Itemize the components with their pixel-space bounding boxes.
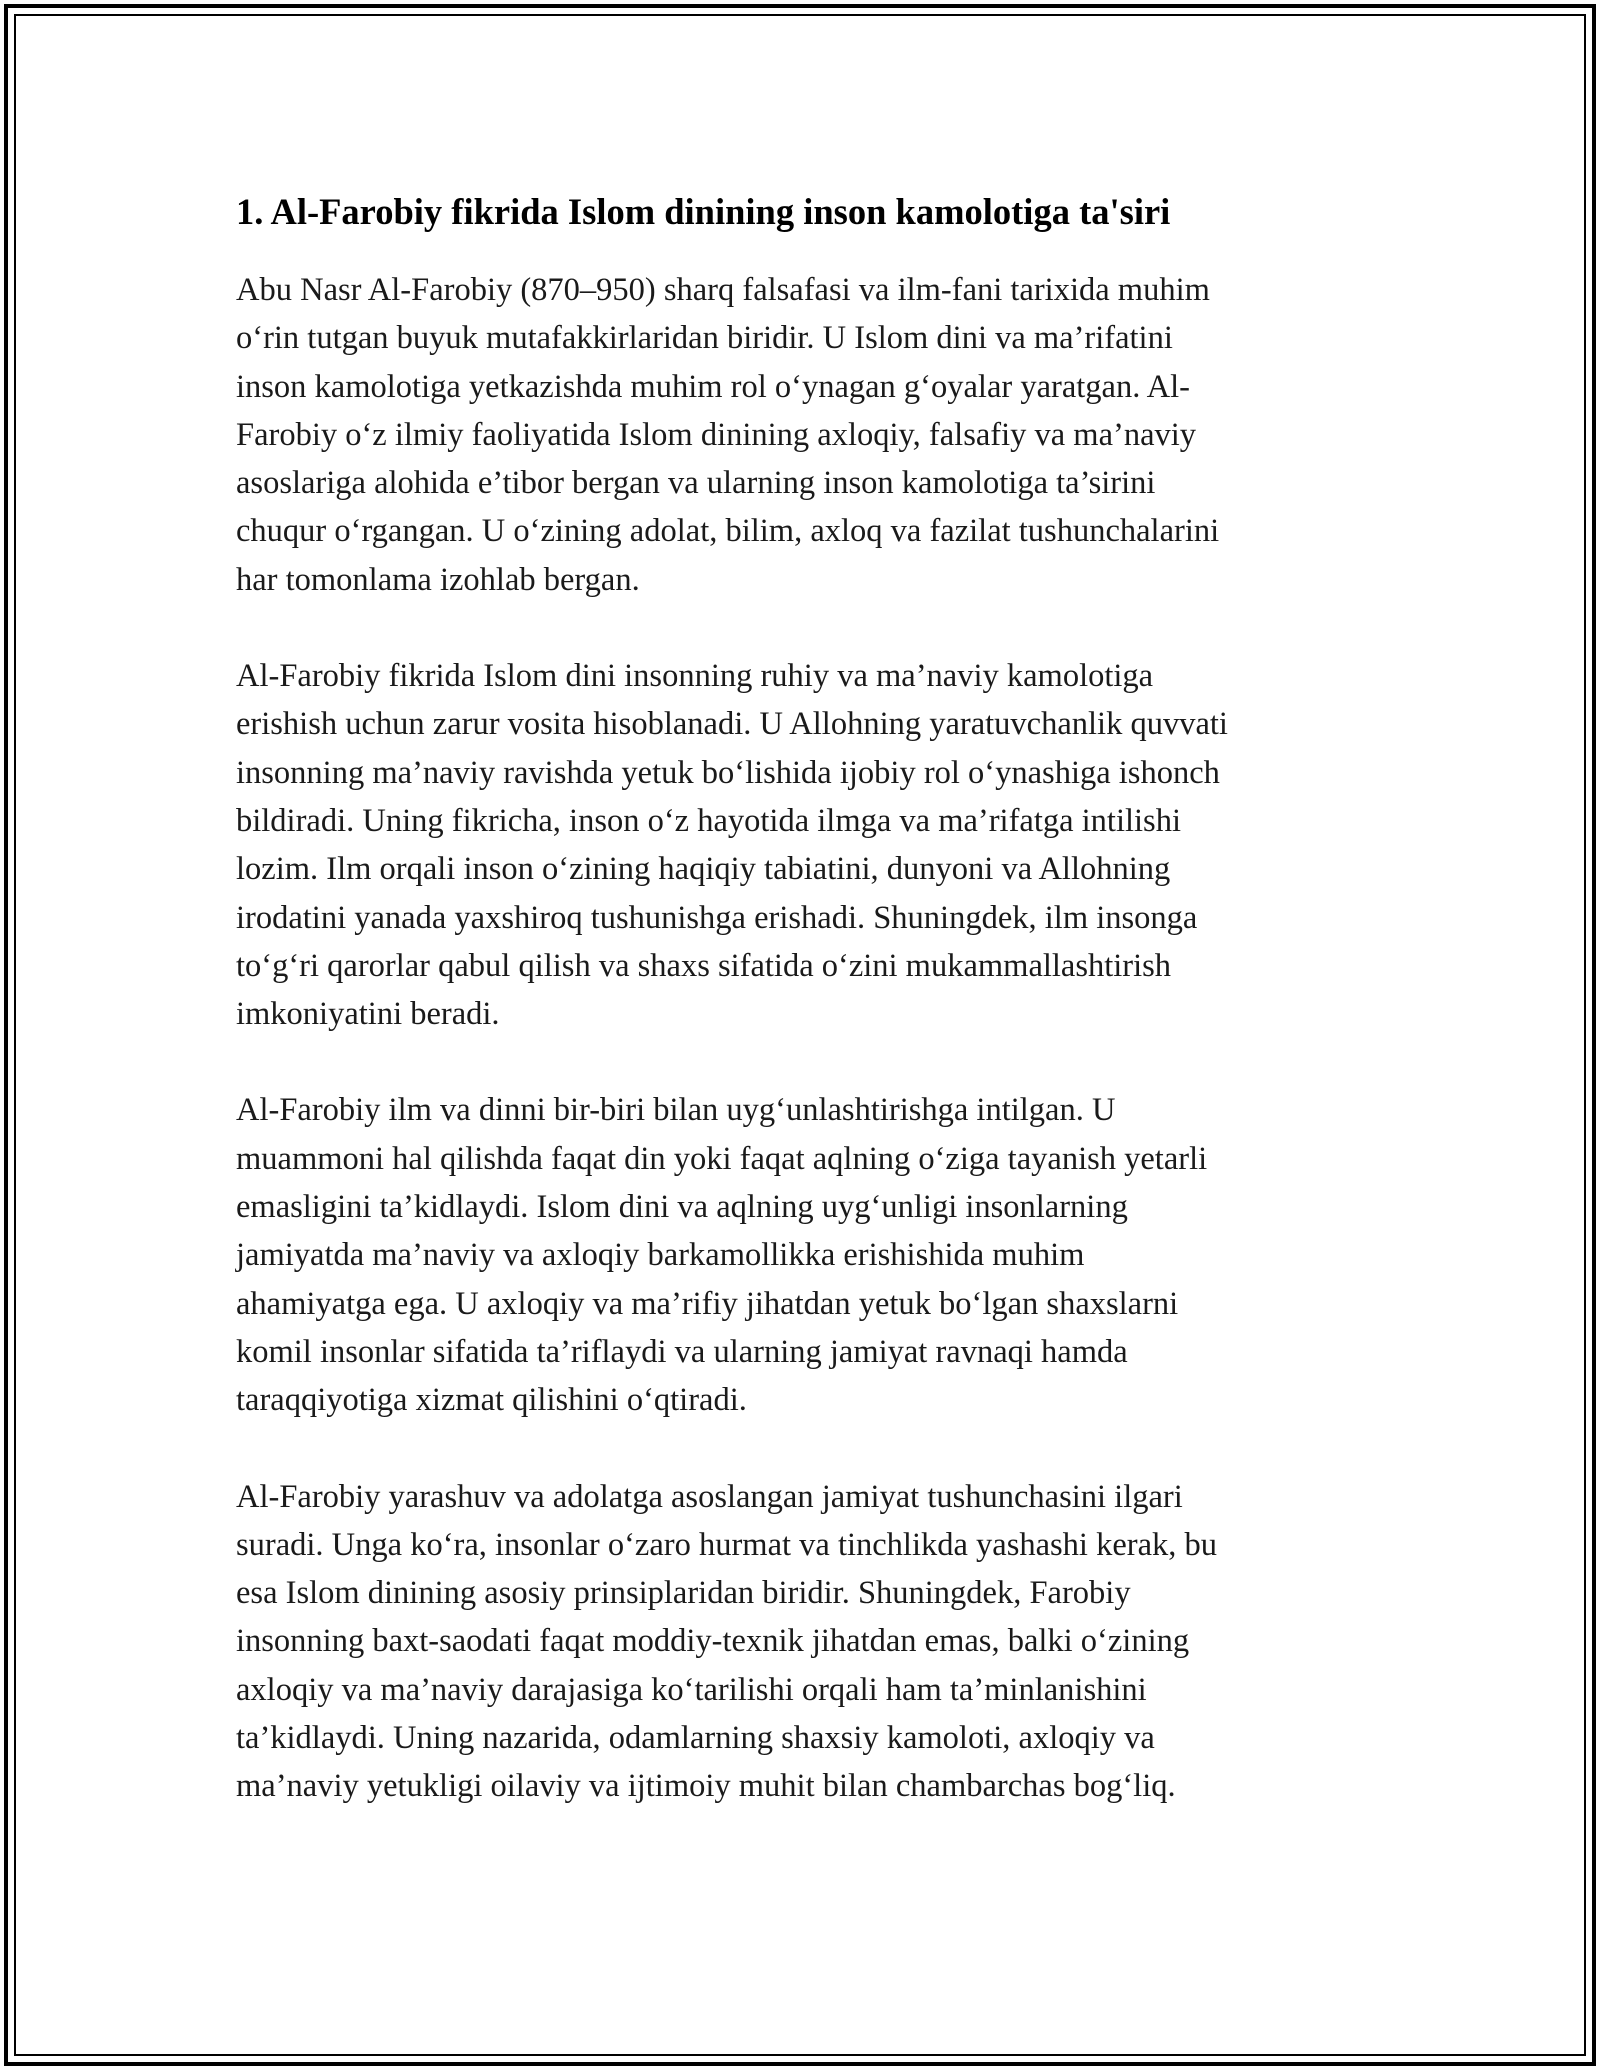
- paragraph-line: erishish uchun zarur vosita hisoblanadi. U Allohning yaratuvchanlik quvvati: [236, 706, 1228, 743]
- paragraph-line: insonning ma’naviy ravishda yetuk bo‘lishida ijobiy rol o‘ynashiga ishonch: [236, 754, 1220, 791]
- paragraph-line: ahamiyatga ega. U axloqiy va ma’rifiy jihatdan yetuk bo‘lgan shaxslarni: [236, 1285, 1179, 1322]
- paragraph-line: Al-Farobiy ilm va dinni bir-biri bilan uyg‘unlashtirishga intilgan. U: [236, 1092, 1116, 1129]
- paragraph-line: muammoni hal qilishda faqat din yoki faqat aqlning o‘ziga tayanish yetarli: [236, 1140, 1208, 1177]
- paragraph-line: Abu Nasr Al-Farobiy (870–950) sharq falsafasi va ilm-fani tarixida muhim: [236, 272, 1210, 308]
- paragraph-line: jamiyatda ma’naviy va axloqiy barkamollikka erishishida muhim: [236, 1237, 1085, 1274]
- paragraph-line: to‘g‘ri qarorlar qabul qilish va shaxs sifatida o‘zini mukammallashtirish: [236, 947, 1172, 984]
- paragraph-line: taraqqiyotiga xizmat qilishini o‘qtiradi.: [236, 1382, 747, 1419]
- paragraph-line: emasligini ta’kidlaydi. Islom dini va aqlning uyg‘unligi insonlarning: [236, 1189, 1128, 1226]
- paragraph-line: irodatini yanada yaxshiroq tushunishga erishadi. Shuningdek, ilm insonga: [236, 899, 1198, 936]
- paragraph-2: [236, 652, 1366, 1038]
- paragraph-line: lozim. Ilm orqali inson o‘zining haqiqiy tabiatini, dunyoni va Allohning: [236, 851, 1171, 888]
- paragraph-line: ta’kidlaydi. Uning nazarida, odamlarning shaxsiy kamoloti, axloqiy va: [236, 1720, 1155, 1757]
- paragraph-line: esa Islom dinining asosiy prinsiplaridan biridir. Shuningdek, Farobiy: [236, 1575, 1131, 1612]
- paragraph-line: har tomonlama izohlab bergan.: [236, 561, 640, 598]
- paragraph-line: suradi. Unga ko‘ra, insonlar o‘zaro hurmat va tinchlikda yashashi kerak, bu: [236, 1526, 1218, 1563]
- paragraph-line: inson kamolotiga yetkazishda muhim rol o‘ynagan g‘oyalar yaratgan. Al-: [236, 368, 1190, 405]
- section-heading: 1. Al-Farobiy fikrida Islom dinining inson kamolotiga ta'siri: [236, 191, 1171, 232]
- paragraph-line: asoslariga alohida e’tibor bergan va ularning inson kamolotiga ta’sirini: [236, 465, 1156, 502]
- paragraph-line: chuqur o‘rgangan. U o‘zining adolat, bilim, axloq va fazilat tushunchalarini: [236, 513, 1220, 550]
- paragraph-4: [236, 1473, 1366, 1811]
- paragraph-3: [236, 1086, 1366, 1424]
- paragraph-line: Al-Farobiy yarashuv va adolatga asoslangan jamiyat tushunchasini ilgari: [236, 1478, 1183, 1515]
- paragraph-line: Farobiy o‘z ilmiy faoliyatida Islom dinining axloqiy, falsafiy va ma’naviy: [236, 416, 1197, 453]
- paragraph-line: ma’naviy yetukligi oilaviy va ijtimoiy muhit bilan chambarchas bog‘liq.: [236, 1768, 1176, 1805]
- paragraph-1: [236, 266, 1366, 604]
- paragraph-line: o‘rin tutgan buyuk mutafakkirlaridan biridir. U Islom dini va ma’rifatini: [236, 320, 1173, 357]
- paragraph-line: Al-Farobiy fikrida Islom dini insonning ruhiy va ma’naviy kamolotiga: [236, 658, 1154, 695]
- paragraph-line: komil insonlar sifatida ta’riflaydi va ularning jamiyat ravnaqi hamda: [236, 1333, 1128, 1370]
- paragraph-line: insonning baxt-saodati faqat moddiy-texnik jihatdan emas, balki o‘zining: [236, 1623, 1190, 1660]
- paragraph-line: bildiradi. Uning fikricha, inson o‘z hayotida ilmga va ma’rifatga intilishi: [236, 802, 1181, 839]
- paragraph-line: imkoniyatini beradi.: [236, 996, 500, 1033]
- paragraph-line: axloqiy va ma’naviy darajasiga ko‘tarilishi orqali ham ta’minlanishini: [236, 1671, 1147, 1708]
- document-body: [236, 186, 1366, 1859]
